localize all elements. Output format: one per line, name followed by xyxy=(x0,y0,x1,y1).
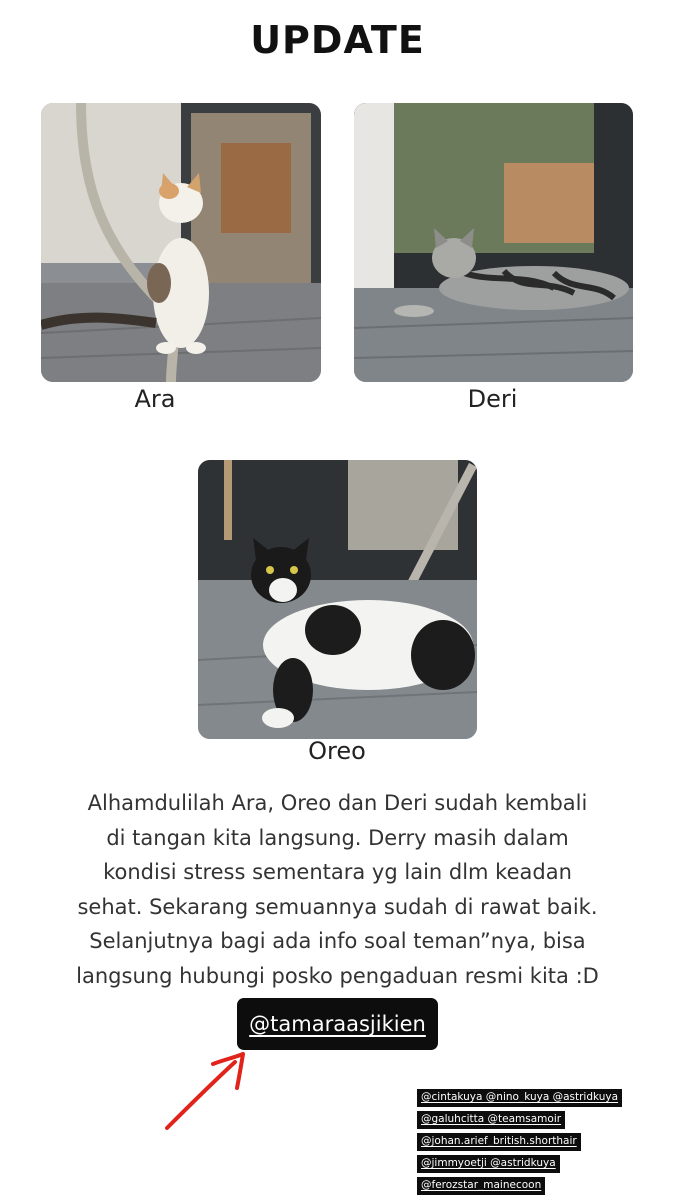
caption-oreo: Oreo xyxy=(308,737,366,765)
photo-oreo xyxy=(198,460,477,739)
message-line: Selanjutnya bagi ada info soal teman”nya, bisa xyxy=(89,929,586,953)
oreo-cat-image xyxy=(198,460,477,739)
caption-ara: Ara xyxy=(134,385,176,413)
ara-cat-image xyxy=(41,103,321,382)
message-line: sehat. Sekarang semuannya sudah di rawat baik. xyxy=(77,894,598,919)
tag-line[interactable]: @jimmyoetji @astridkuya xyxy=(417,1155,560,1173)
caption-deri: Deri xyxy=(467,385,518,413)
tag-line[interactable]: @ferozstar_mainecoon xyxy=(417,1177,545,1195)
page-title: UPDATE xyxy=(250,18,425,62)
photo-deri xyxy=(354,103,633,382)
deri-cat-image xyxy=(354,103,633,382)
message-line: langsung hubungi posko pengaduan resmi kita :D xyxy=(76,963,599,988)
mention-sticker[interactable] xyxy=(237,998,438,1050)
tag-list xyxy=(417,1085,632,1195)
update-message xyxy=(30,786,645,993)
message-line: di tangan kita langsung. Derry masih dalam xyxy=(106,825,569,850)
red-arrow-icon xyxy=(155,1040,265,1140)
tag-line[interactable]: @galuhcitta @teamsamoir xyxy=(417,1111,565,1129)
message-line: kondisi stress sementara yg lain dlm keadan xyxy=(103,860,572,884)
mention-handle[interactable]: @tamaraasjikien xyxy=(249,1012,426,1036)
tag-line[interactable]: @cintakuya @nino_kuya @astridkuya xyxy=(417,1089,622,1107)
tag-line[interactable]: @johan.arief_british.shorthair xyxy=(417,1133,581,1151)
photo-ara xyxy=(41,103,321,382)
message-line: Alhamdulilah Ara, Oreo dan Deri sudah kembali xyxy=(87,791,588,815)
